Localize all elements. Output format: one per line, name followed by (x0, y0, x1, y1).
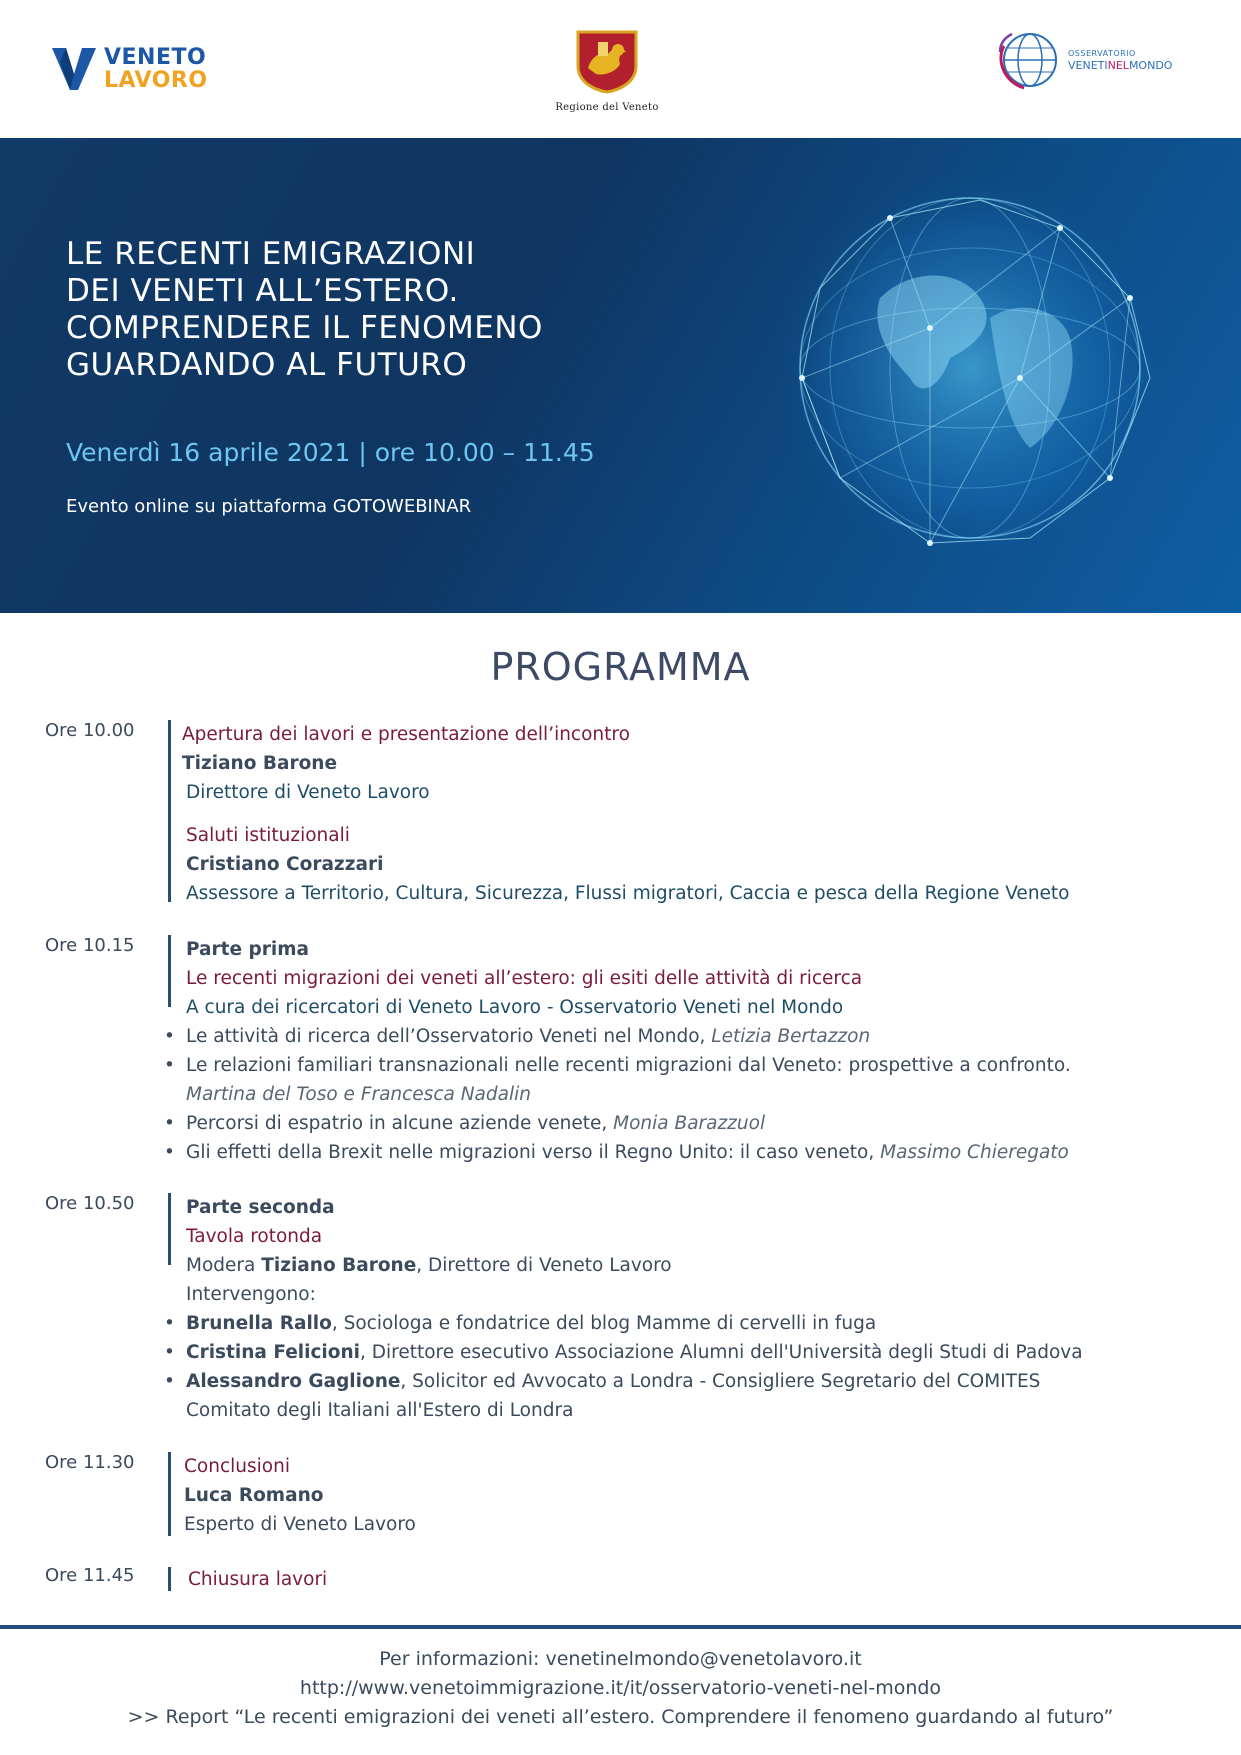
slot-time: Ore 10.50 (45, 1193, 135, 1214)
list-item: • Cristina Felicioni, Direttore esecutivo Associazione Alumni dell'Università degli Studi di Padova (186, 1338, 1083, 1367)
speaker-role: Esperto di Veneto Lavoro (184, 1514, 416, 1535)
part-title: Parte seconda (186, 1197, 335, 1218)
osservatorio-line1: OSSERVATORIO (1068, 49, 1136, 58)
speaker-name: Luca Romano (184, 1485, 324, 1506)
slot-divider (168, 720, 171, 902)
osservatorio-line2: VENETINELMONDO (1068, 59, 1173, 72)
speaker-name: Tiziano Barone (182, 753, 338, 774)
slot-time: Ore 10.15 (45, 935, 135, 956)
list-item: • Brunella Rallo, Sociologa e fondatrice del blog Mamme di cervelli in fuga (186, 1309, 1083, 1338)
veneto-lavoro-line1: VENETO (104, 45, 207, 70)
program-title: PROGRAMMA (490, 645, 751, 689)
website-link[interactable]: http://www.venetoimmigrazione.it/it/osservatorio-veneti-nel-mondo (299, 1677, 942, 1699)
report-link[interactable]: >> Report “Le recenti emigrazioni dei veneti all’estero. Comprendere il fenomeno guardando al futuro” (127, 1706, 1114, 1728)
list-item-continuation: Comitato degli Italiani all'Estero di Londra (186, 1400, 574, 1421)
slot-time: Ore 10.00 (45, 720, 135, 741)
curated-by: A cura dei ricercatori di Veneto Lavoro - Osservatorio Veneti nel Mondo (186, 997, 844, 1018)
part-title: Parte prima (186, 939, 309, 960)
digital-globe-image (760, 148, 1180, 588)
event-title (66, 236, 686, 384)
list-item: • Gli effetti della Brexit nelle migrazioni verso il Regno Unito: il caso veneto, Massimo Chieregato (186, 1138, 1071, 1167)
list-item: • Le attività di ricerca dell’Osservatorio Veneti nel Mondo, Letizia Bertazzon (186, 1022, 1071, 1051)
title-line-1: LE RECENTI EMIGRAZIONI (66, 236, 476, 272)
slot-label: Chiusura lavori (188, 1569, 328, 1590)
slot-divider (168, 1193, 171, 1265)
list-item: • Le relazioni familiari transnazionali nelle recenti migrazioni dal Veneto: prospettive a confronto. (186, 1051, 1071, 1080)
hero-banner (0, 138, 1241, 613)
title-line-3: COMPRENDERE IL FENOMENO (66, 310, 543, 346)
regione-veneto-caption: Regione del Veneto (555, 102, 659, 113)
slot-time: Ore 11.45 (45, 1565, 135, 1586)
veneto-lavoro-logo (52, 46, 208, 92)
slot-label: Apertura dei lavori e presentazione dell’incontro (182, 724, 630, 745)
event-date: Venerdì 16 aprile 2021 | ore 10.00 – 11.45 (66, 438, 595, 467)
lion-of-st-mark-icon (574, 28, 640, 94)
footer (0, 1645, 1241, 1732)
slot-label: Conclusioni (184, 1456, 290, 1477)
list-item: • Percorsi di espatrio in alcune aziende venete, Monia Barazzuol (186, 1109, 1071, 1138)
list-item-author: Martina del Toso e Francesca Nadalin (186, 1084, 531, 1105)
speaker-name: Cristiano Corazzari (186, 854, 384, 875)
header (0, 0, 1241, 138)
osservatorio-logo (994, 26, 1172, 94)
slot-time: Ore 11.30 (45, 1452, 135, 1473)
list-item: • Alessandro Gaglione, Solicitor ed Avvocato a Londra - Consigliere Segretario del COMITES (186, 1367, 1083, 1396)
speaker-role: Direttore di Veneto Lavoro (186, 782, 430, 803)
footer-divider (0, 1625, 1241, 1629)
veneto-lavoro-line2: LAVORO (104, 68, 208, 93)
part-subtitle: Tavola rotonda (186, 1226, 323, 1247)
slot-label: Saluti istituzionali (186, 825, 350, 846)
slot-divider (168, 1567, 171, 1591)
part-subtitle: Le recenti migrazioni dei veneti all’estero: gli esiti delle attività di ricerca (186, 968, 863, 989)
osservatorio-globe-icon (994, 26, 1062, 94)
title-line-2: DEI VENETI ALL’ESTERO. (66, 273, 459, 309)
regione-veneto-logo (542, 28, 672, 113)
title-line-4: GUARDANDO AL FUTURO (66, 347, 468, 383)
event-platform: Evento online su piattaforma GOTOWEBINAR (66, 496, 472, 517)
moderator: Modera Tiziano Barone, Direttore di Veneto Lavoro (186, 1255, 672, 1276)
speakers-label: Intervengono: (186, 1284, 316, 1305)
slot-divider (168, 935, 171, 1007)
contact-email[interactable]: Per informazioni: venetinelmondo@venetolavoro.it (379, 1648, 862, 1670)
slot-divider (168, 1452, 171, 1536)
veneto-lavoro-v-icon (52, 48, 96, 90)
speaker-role: Assessore a Territorio, Cultura, Sicurezza, Flussi migratori, Caccia e pesca della Regione Veneto (186, 883, 1070, 904)
